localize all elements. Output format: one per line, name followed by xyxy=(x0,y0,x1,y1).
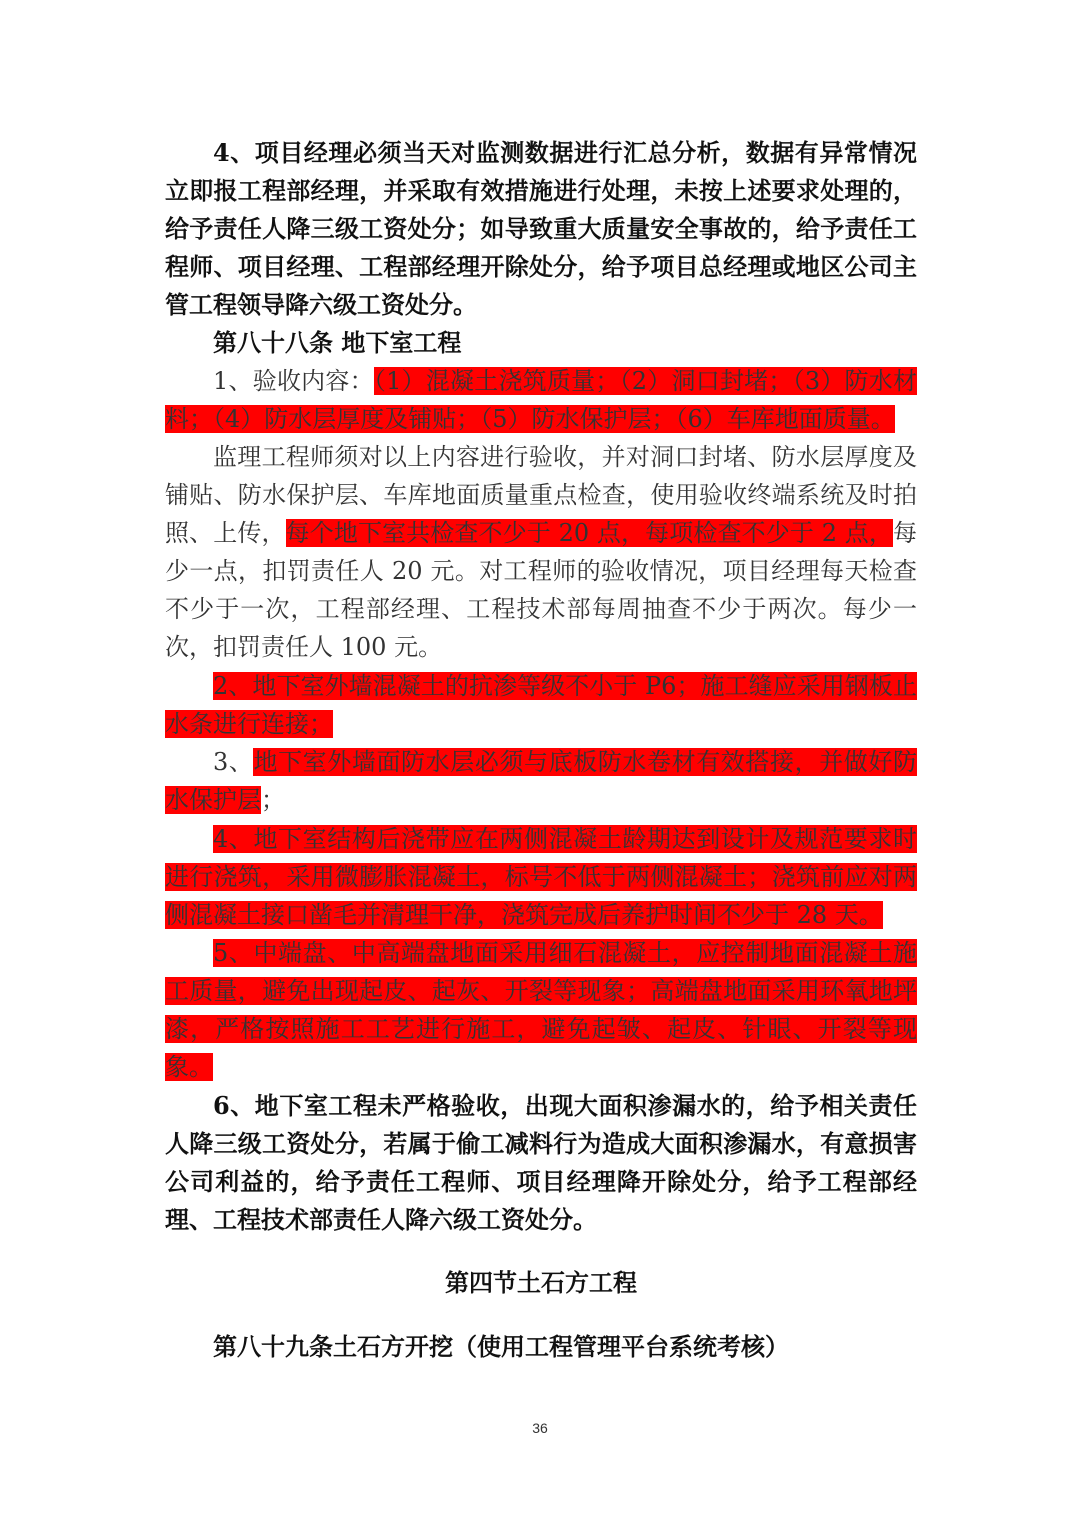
article-89-heading xyxy=(165,1328,917,1366)
item1-prefix: 1、验收内容： xyxy=(213,367,374,395)
paragraph-item4-monitoring xyxy=(165,134,917,324)
item6-penalty xyxy=(165,1087,917,1239)
item4-post-cast-strip xyxy=(165,820,917,934)
heading-text: 第八十九条土石方开挖（使用工程管理平台系统考核） xyxy=(213,1332,789,1361)
article-88-heading xyxy=(165,324,917,362)
item3-waterproof-layer xyxy=(165,743,917,819)
heading-text: 第八十八条 地下室工程 xyxy=(213,328,462,357)
inspection-paragraph xyxy=(165,438,917,666)
inspection-highlight-b: 每项检查不少于 2 点， xyxy=(645,519,894,547)
item5-floor-quality xyxy=(165,934,917,1086)
item5-highlight: 5、中端盘、中高端盘地面采用细石混凝土，应控制地面混凝土施工质量，避免出现起皮、起灰、开裂等现象；高端盘地面采用环氧地坪漆，严格按照施工工艺进行施工，避免起皱、起皮、针眼、开裂等现象。 xyxy=(165,939,917,1081)
section-title xyxy=(165,1264,917,1302)
section-title-text: 第四节土石方工程 xyxy=(445,1268,637,1297)
inspection-text-a: 监理工程师须对以上内容进行验收，并对洞口封堵、防水层厚度及铺贴、防水保护层、车库地面质量重点检查，使用验收终端系统及时拍照、上传， xyxy=(165,443,917,547)
item3-prefix: 3、 xyxy=(213,748,254,776)
page-number xyxy=(0,1419,1080,1437)
item1-acceptance-content xyxy=(165,362,917,438)
item4-highlight: 4、地下室结构后浇带应在两侧混凝土龄期达到设计及规范要求时进行浇筑，采用微膨胀混凝土，标号不低于两侧混凝土；浇筑前应对两侧混凝土接口凿毛并清理干净，浇筑完成后养护时间不少于 28 天。 xyxy=(165,825,917,929)
item3-highlight: 地下室外墙面防水层必须与底板防水卷材有效搭接，并做好防水保护层 xyxy=(165,748,917,814)
inspection-text-b: 每少一点，扣罚责任人 20 元。对工程师的验收情况，项目经理每天检查不少于一次，工程部经理、工程技术部每周抽查不少于两次。每少一次，扣罚责任人 100 元。 xyxy=(165,519,918,661)
item3-suffix: ； xyxy=(261,786,285,814)
inspection-highlight-a: 每个地下室共检查不少于 20 点， xyxy=(285,519,646,547)
item1-highlight: （1）混凝土浇筑质量；（2）洞口封堵；（3）防水材料；（4）防水层厚度及铺贴；（5）防水保护层；（6）车库地面质量。 xyxy=(165,367,917,433)
item2-impermeability xyxy=(165,667,917,743)
paragraph-text: 4、项目经理必须当天对监测数据进行汇总分析，数据有异常情况立即报工程部经理，并采取有效措施进行处理，未按上述要求处理的，给予责任人降三级工资处分；如导致重大质量安全事故的，给予责任工程师、项目经理、工程部经理开除处分，给予项目总经理或地区公司主管工程领导降六级工资处分。 xyxy=(165,138,917,319)
page-number-text: 36 xyxy=(532,1420,548,1436)
item6-text: 6、地下室工程未严格验收，出现大面积渗漏水的，给予相关责任人降三级工资处分，若属于偷工减料行为造成大面积渗漏水，有意损害公司利益的，给予责任工程师、项目经理降开除处分，给予工程部经理、工程技术部责任人降六级工资处分。 xyxy=(165,1091,917,1234)
item2-highlight: 2、地下室外墙混凝土的抗渗等级不小于 P6；施工缝应采用钢板止水条进行连接； xyxy=(165,672,917,738)
